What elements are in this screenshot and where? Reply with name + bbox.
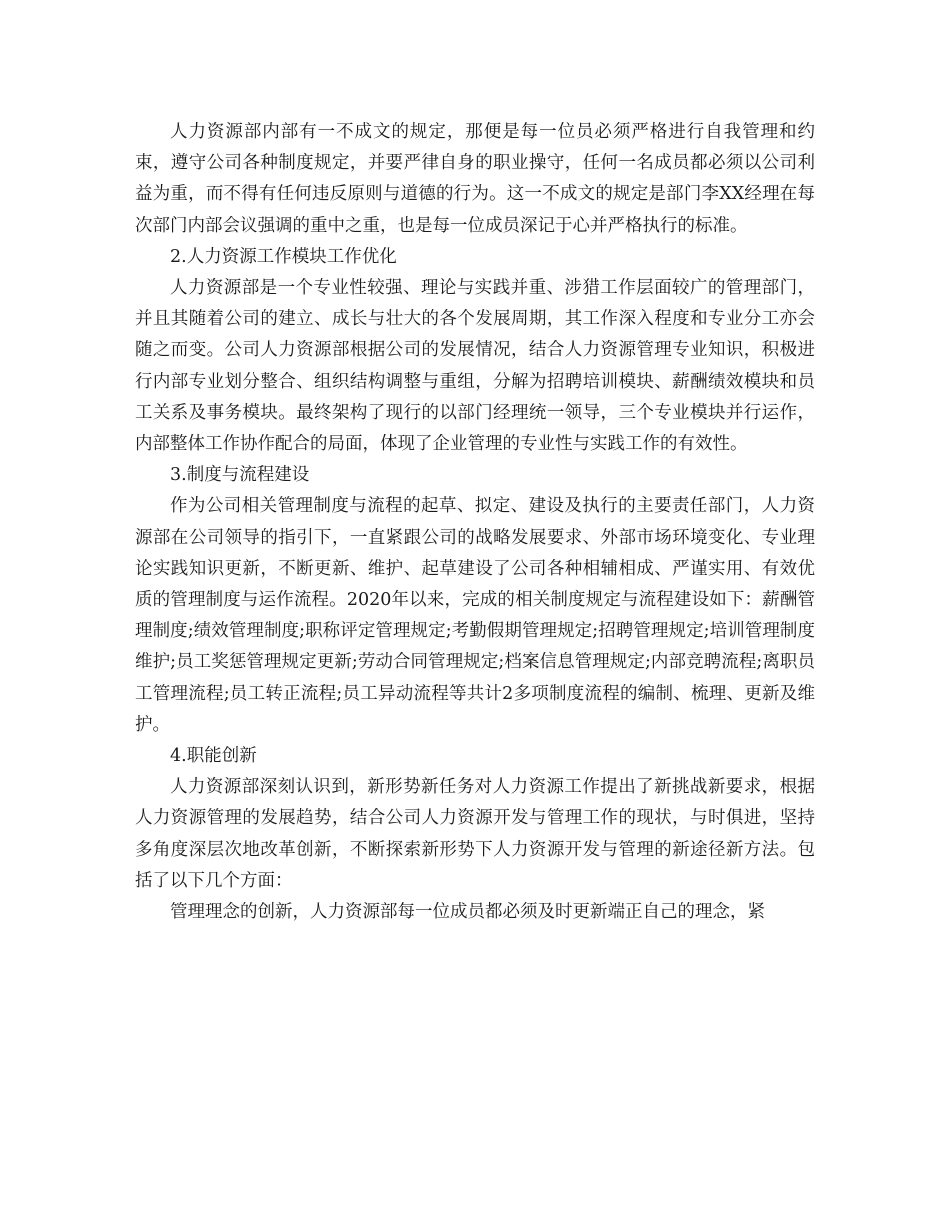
- section-heading-function-innovation: 4.职能创新: [170, 746, 257, 767]
- section-heading-system-process: 3.制度与流程建设: [170, 465, 310, 486]
- paragraph-self-discipline: 人力资源部内部有一不成文的规定，那便是每一位员必须严格进行自我管理和约束，遵守公司各种制度规定，并要严律自身的职业操守，任何一名成员都必须以公司利益为重，而不得有任何违反原则与道德的行为。这一不成文的规定是部门李XX经理在每次部门内部会议强调的重中之重，也是每一位成员深记于心并严格执行的标准。: [135, 122, 815, 236]
- document-page: [135, 117, 815, 928]
- paragraph-management-concept: 管理理念的创新，人力资源部每一位成员都必须及时更新端正自己的理念，紧: [170, 902, 765, 923]
- section-heading-module-optimization: 2.人力资源工作模块工作优化: [170, 246, 397, 267]
- paragraph-system-process: 作为公司相关管理制度与流程的起草、拟定、建设及执行的主要责任部门，人力资源部在公司领导的指引下，一直紧跟公司的战略发展要求、外部市场环境变化、专业理论实践知识更新，不断更新、维护、起草建设了公司各种相辅相成、严谨实用、有效优质的管理制度与运作流程。2020年以来，完成的相关制度规定与流程建设如下：薪酬管理制度;绩效管理制度;职称评定管理规定;考勤假期管理规定;招聘管理规定;培训管理制度维护;员工奖惩管理规定更新;劳动合同管理规定;档案信息管理规定;内部竞聘流程;离职员工管理流程;员工转正流程;员工异动流程等共计2多项制度流程的编制、梳理、更新及维护。: [135, 496, 815, 735]
- paragraph-module-optimization: 人力资源部是一个专业性较强、理论与实践并重、涉猎工作层面较广的管理部门，并且其随着公司的建立、成长与壮大的各个发展周期，其工作深入程度和专业分工亦会随之而变。公司人力资源部根据公司的发展情况，结合人力资源管理专业知识，积极进行内部专业划分整合、组织结构调整与重组，分解为招聘培训模块、薪酬绩效模块和员工关系及事务模块。最终架构了现行的以部门经理统一领导，三个专业模块并行运作，内部整体工作协作配合的局面，体现了企业管理的专业性与实践工作的有效性。: [135, 278, 815, 455]
- paragraph-function-innovation: 人力资源部深刻认识到，新形势新任务对人力资源工作提出了新挑战新要求，根据人力资源管理的发展趋势，结合公司人力资源开发与管理工作的现状，与时俱进，坚持多角度深层次地改革创新，不断探索新形势下人力资源开发与管理的新途径新方法。包括了以下几个方面：: [135, 777, 815, 891]
